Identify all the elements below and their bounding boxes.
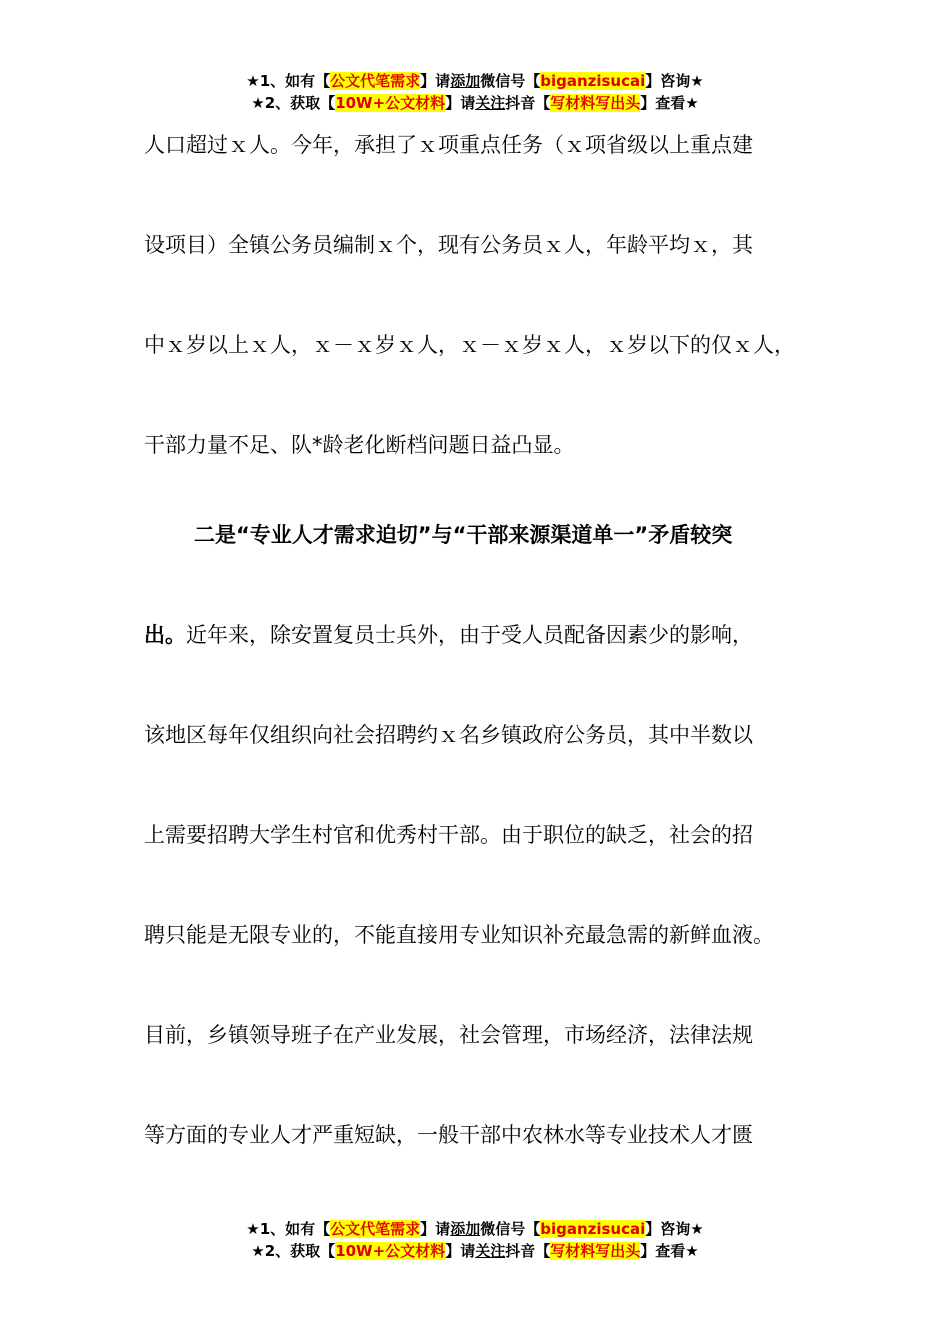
body-line: 等方面的专业人才严重短缺，一般干部中农林水等专业技术人才匮 — [144, 1123, 753, 1147]
body-line: 设项目）全镇公务员编制ｘ个，现有公务员ｘ人，年龄平均ｘ，其 — [144, 233, 753, 257]
banner-highlight: 10W+公文材料 — [335, 1242, 446, 1260]
body-line: 干部力量不足、队*龄老化断档问题日益凸显。 — [144, 433, 575, 457]
header-banner — [0, 70, 950, 114]
banner-underlined: 添加 — [450, 1220, 481, 1238]
banner-text: ★1、如有【 — [246, 1220, 331, 1238]
body-text: 近年来，除安置复员士兵外，由于受人员配备因素少的影响， — [186, 623, 753, 647]
banner-underlined: 添加 — [450, 72, 481, 90]
banner-highlight: biganzisucai — [540, 1220, 646, 1238]
banner-text: 抖音【 — [505, 94, 551, 112]
banner-text: 抖音【 — [505, 1242, 551, 1260]
banner-text: 】查看★ — [640, 1242, 699, 1260]
section-heading-end: 出。 — [144, 623, 186, 647]
section-heading: 二是“专业人才需求迫切”与“干部来源渠道单一”矛盾较突 — [194, 523, 733, 547]
banner-text: 】咨询★ — [645, 1220, 704, 1238]
body-line: 该地区每年仅组织向社会招聘约ｘ名乡镇政府公务员，其中半数以 — [144, 723, 753, 747]
banner-line-2 — [0, 1240, 950, 1262]
body-line: 聘只能是无限专业的，不能直接用专业知识补充最急需的新鲜血液。 — [144, 923, 774, 947]
banner-text: 】请 — [445, 1242, 476, 1260]
footer-banner — [0, 1218, 950, 1262]
banner-text: ★2、获取【 — [251, 1242, 336, 1260]
banner-text: 微信号【 — [480, 1220, 541, 1238]
banner-underlined: 关注 — [475, 94, 506, 112]
body-line: 上需要招聘大学生村官和优秀村干部。由于职位的缺乏，社会的招 — [144, 823, 753, 847]
banner-text: ★1、如有【 — [246, 72, 331, 90]
banner-line-2 — [0, 92, 950, 114]
banner-highlight: 公文代笔需求 — [330, 1220, 421, 1238]
banner-text: 】请 — [445, 94, 476, 112]
banner-highlight: biganzisucai — [540, 72, 646, 90]
banner-text: 】请 — [420, 72, 451, 90]
banner-line-1 — [0, 70, 950, 92]
banner-text: ★2、获取【 — [251, 94, 336, 112]
body-line — [144, 610, 753, 660]
body-line: 人口超过ｘ人。今年，承担了ｘ项重点任务（ｘ项省级以上重点建 — [144, 133, 753, 157]
body-line: 中ｘ岁以上ｘ人，ｘ－ｘ岁ｘ人，ｘ－ｘ岁ｘ人，ｘ岁以下的仅ｘ人， — [144, 333, 795, 357]
banner-text: 】咨询★ — [645, 72, 704, 90]
banner-highlight: 写材料写出头 — [550, 1242, 641, 1260]
body-line: 目前，乡镇领导班子在产业发展，社会管理，市场经济，法律法规 — [144, 1023, 753, 1047]
banner-highlight: 公文代笔需求 — [330, 72, 421, 90]
banner-text: 微信号【 — [480, 72, 541, 90]
banner-highlight: 10W+公文材料 — [335, 94, 446, 112]
banner-text: 】请 — [420, 1220, 451, 1238]
banner-text: 】查看★ — [640, 94, 699, 112]
banner-line-1 — [0, 1218, 950, 1240]
banner-highlight: 写材料写出头 — [550, 94, 641, 112]
banner-underlined: 关注 — [475, 1242, 506, 1260]
